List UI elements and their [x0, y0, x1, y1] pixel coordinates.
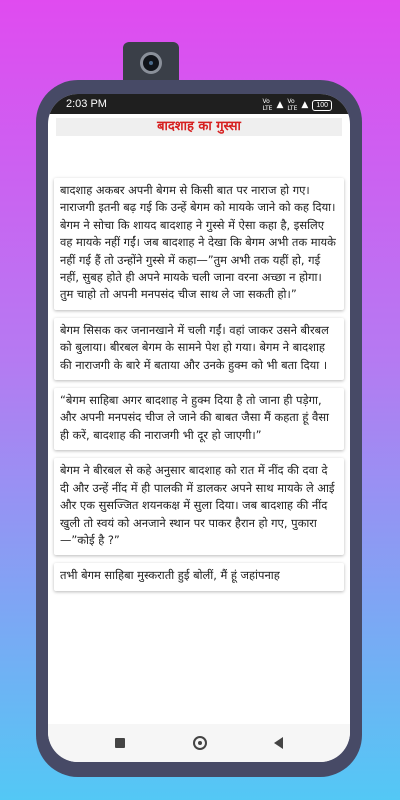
battery-icon: 100	[312, 100, 332, 111]
recents-square-icon[interactable]	[115, 738, 125, 748]
volte-signal-icon: Vo LTE	[262, 98, 273, 112]
volte-signal-icon-2: Vo LTE	[287, 98, 298, 112]
status-time: 2:03 PM	[66, 98, 107, 110]
camera-lens-icon	[140, 52, 162, 74]
story-paragraph: बेगम सिसक कर जनानखाने में चली गईं। वहां जाकर उसने बीरबल को बुलाया। बीरबल बेगम के सामने पेश हो गया। बेगम ने बादशाह की नाराजगी के बारे में बताया और उनके हुक्म को भी बता दिया ।	[54, 318, 344, 380]
phone-frame	[36, 80, 362, 777]
signal-bars-icon: ▲	[276, 100, 284, 110]
back-triangle-icon[interactable]	[274, 737, 283, 749]
story-paragraph: तभी बेगम साहिबा मुस्कराती हुई बोलीं, मैं हूं जहांपनाह	[54, 563, 344, 590]
signal-bars-icon-2: ▲	[301, 100, 309, 110]
story-paragraph: “बेगम साहिबा अगर बादशाह ने हुक्म दिया है तो जाना ही पड़ेगा, और अपनी मनपसंद चीज ले जाने की बाबत जैसा मैं कहता हूं वैसा ही करें, बादशाह की नाराजगी भी दूर हो जाएगी।”	[54, 388, 344, 450]
navigation-bar	[48, 724, 350, 762]
story-paragraph: बादशाह अकबर अपनी बेगम से किसी बात पर नाराज हो गए। नाराजगी इतनी बढ़ गई कि उन्हें बेगम को मायके जाने को कह दिया। बेगम ने सोचा कि शायद बादशाह ने गुस्से में ऐसा कहा है, इसलिए वह मायके नहीं गईं। जब बादशाह ने देखा कि बेगम अभी तक मायके नहीं गई हैं तो उन्होंने गुस्से में कहा—”तुम अभी तक यहीं हो, गई नहीं, सुबह होते ही अपने मायके चली जाना वरना अच्छा न होगा। तुम चाहो तो अपनी मनपसंद चीज साथ ले जा सकती हो।”	[54, 178, 344, 310]
phone-screen	[48, 94, 350, 762]
spacer	[48, 136, 350, 178]
home-circle-icon[interactable]	[193, 736, 207, 750]
status-icons	[263, 98, 333, 112]
story-content[interactable]	[48, 114, 350, 724]
page-title: बादशाह का गुस्सा	[56, 118, 342, 136]
story-paragraph: बेगम ने बीरबल से कहे अनुसार बादशाह को रात में नींद की दवा दे दी और उन्हें नींद में ही पालकी में डालकर अपने साथ मायके ले आई और एक सुसज्जित शयनकक्ष में सुला दिया। जब बादशाह की नींद खुली तो स्वयं को अनजाने स्थान पर पाकर हैरान हो गए, पुकारा—”कोई है ?”	[54, 458, 344, 555]
status-bar	[48, 94, 350, 114]
